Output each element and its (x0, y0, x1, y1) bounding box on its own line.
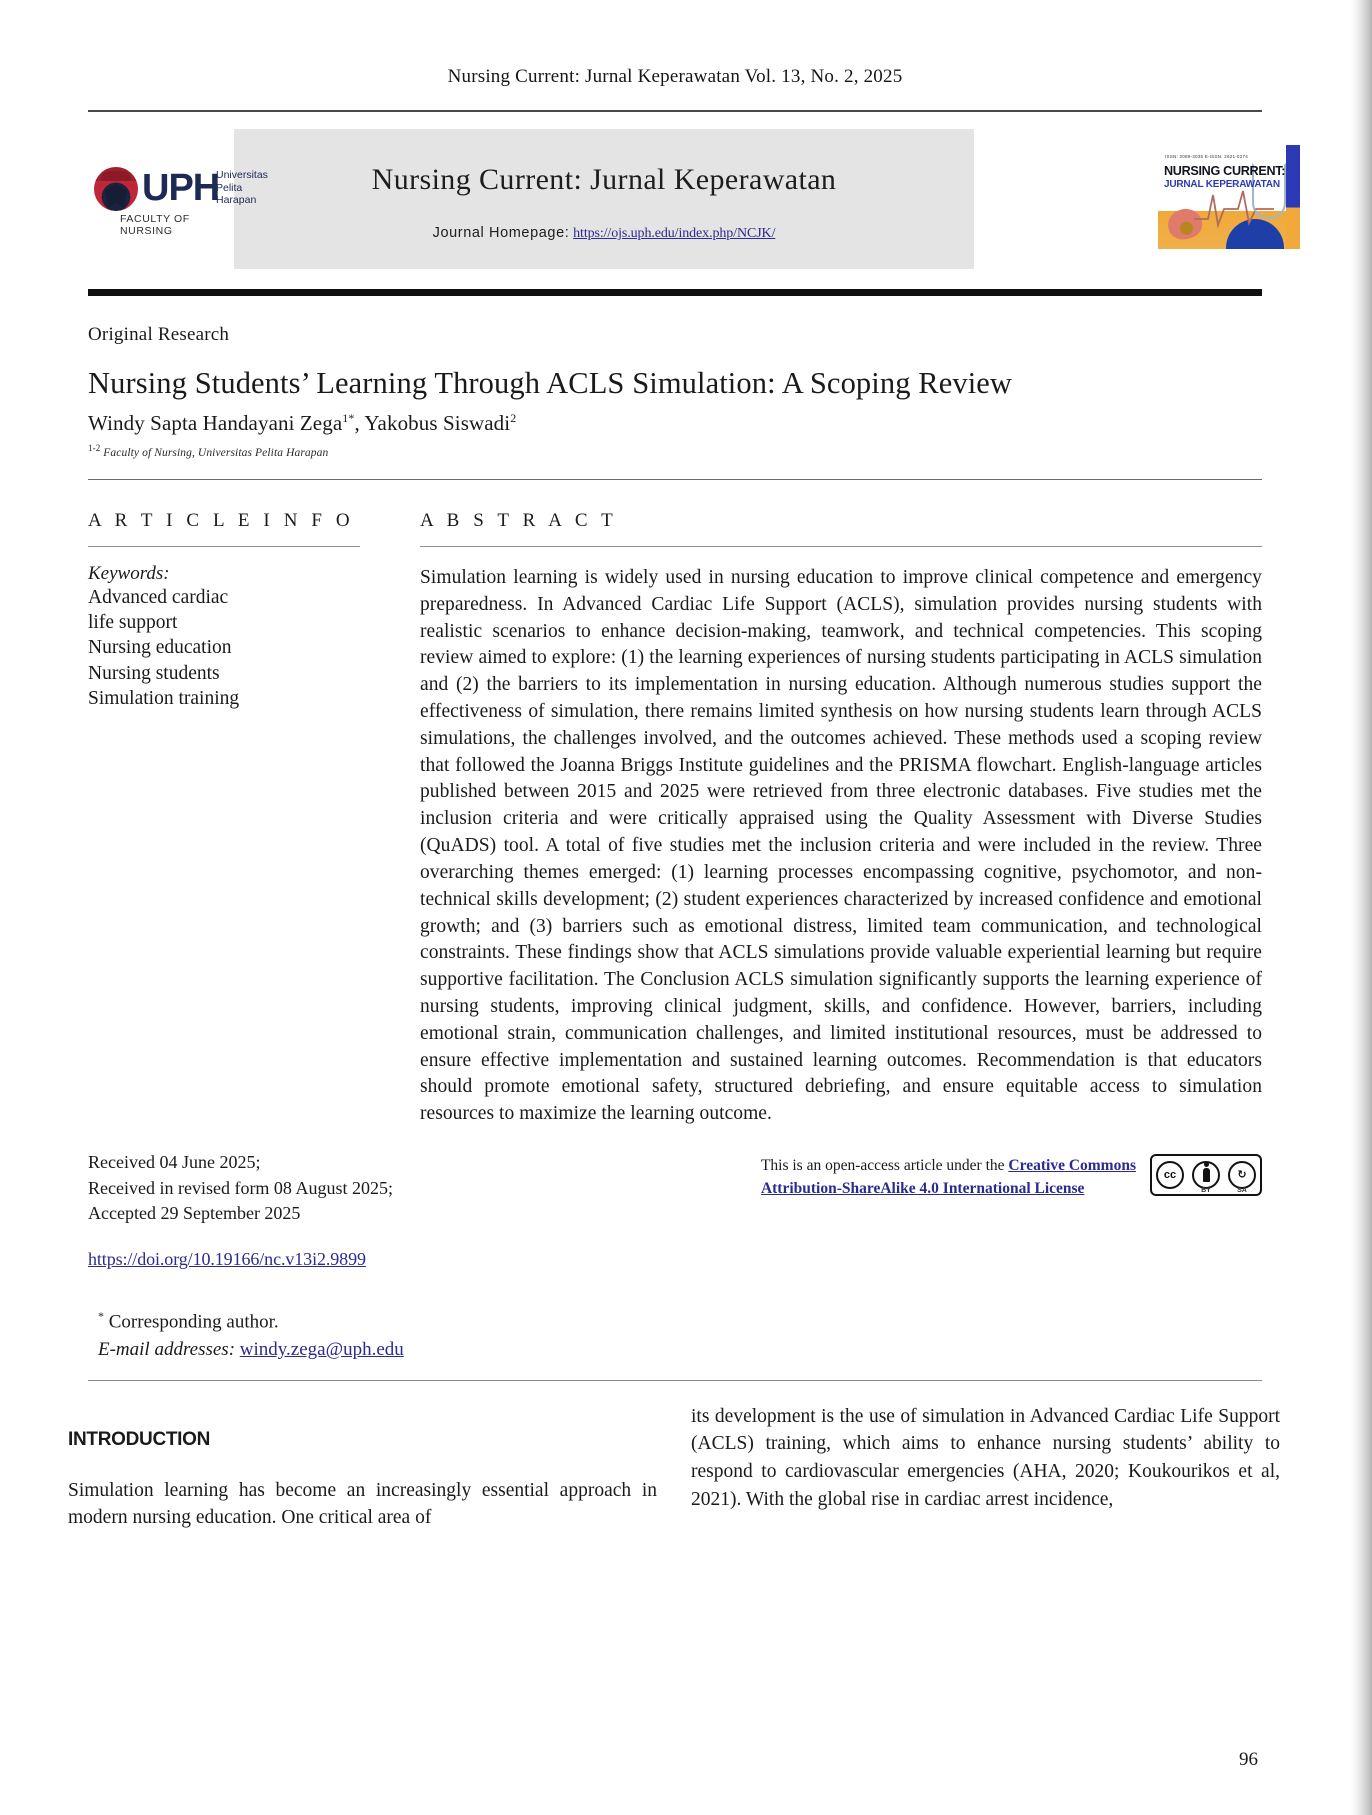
license-block (588, 1150, 1262, 1272)
corresponding-author-line (98, 1308, 1262, 1336)
date-revised: Received in revised form 08 August 2025; (88, 1177, 393, 1198)
journal-title: Nursing Current: Jurnal Keperawatan (371, 163, 837, 196)
abstract-text: Simulation learning is widely used in nursing education to improve clinical competence and emergency preparedness. In Advanced Cardiac Life Support (ACLS), simulation provides nursing students with realistic scenarios to enhance decision-making, teamwork, and technical competencies. This scoping review aimed to explore: (1) the learning experiences of nursing students participating in ACLS simulation and (2) the barriers to its implementation in nursing education. Although numerous studies support the effectiveness of simulation, there remains limited synthesis on how nursing students learn through ACLS simulations, the challenges involved, and the outcomes achieved. These methods used a scoping review that followed the Joanna Briggs Institute guidelines and the PRISMA flowchart. English-language articles published between 2015 and 2025 were retrieved from three electronic databases. Five studies met the inclusion criteria and were critically appraised using the Quality Assessment with Diverse Studies (QuADS) tool. A total of five studies met the inclusion criteria and were included in the review. Three overarching themes emerged: (1) learning processes encompassing cognitive, psychomotor, and non-technical skills development; (2) student experiences characterized by increased confidence and emotional growth; and (3) barriers such as emotional distress, limited team communication, and technological constraints. These findings show that ACLS simulations provide valuable experiential learning but require supportive facilitation. The Conclusion ACLS simulation significantly supports the learning experience of nursing students, improving clinical judgment, skills, and confidence. However, barriers, including emotional strain, communication challenges, and limited institutional resources, must be addressed to ensure effective implementation and sustained learning outcomes. Recommendation is that educators should promote emotional safety, structured debriefing, and ensure equitable access to simulation resources to maximize the learning outcome. (420, 566, 1262, 1125)
author-2-marker: 2 (510, 411, 517, 426)
header-divider (88, 110, 1262, 112)
person-icon (1192, 1161, 1220, 1189)
info-abstract-section (88, 510, 1262, 1128)
uph-sub-line-2: Pelita (216, 181, 243, 194)
list-item: life support (88, 612, 178, 634)
corresponding-label: Corresponding author. (104, 1311, 279, 1333)
article-info-heading: A R T I C L E I N F O (88, 509, 355, 531)
list-item: Simulation training (88, 687, 240, 709)
email-label: E-mail addresses: (98, 1339, 236, 1361)
affiliation-marker: 1-2 (88, 443, 101, 454)
cover-right-strip (1286, 145, 1300, 249)
body-two-columns (68, 1403, 1280, 1532)
abstract-column (420, 510, 1262, 1128)
introduction-paragraph-left: Simulation learning has become an increasingly essential approach in modern nursing education. One critical area of (68, 1479, 657, 1529)
license-prefix: This is an open-access article under the (760, 1157, 1009, 1175)
masthead-bottom-rule (88, 289, 1262, 296)
date-accepted: Accepted 29 September 2025 (88, 1203, 301, 1224)
author-1-name: Windy Sapta Handayani Zega (88, 411, 343, 436)
keywords-label: Keywords: (88, 562, 170, 584)
author-1-marker: 1* (342, 411, 355, 426)
uph-sub-line-1: Universitas (216, 169, 268, 181)
corresponding-marker: * (98, 1309, 104, 1324)
body-left-column (68, 1403, 657, 1532)
uph-wordmark: UPH (142, 167, 220, 209)
masthead-band (234, 129, 974, 269)
share-alike-icon: ↻ (1228, 1161, 1256, 1189)
cc-sa-cell (1224, 1156, 1260, 1194)
article-info-rule (88, 546, 360, 547)
cover-issn: ISSN: 2089-3035 E-ISSN: 2621-0274 (1165, 154, 1248, 159)
email-link[interactable]: windy.zega@uph.edu (239, 1339, 404, 1361)
introduction-paragraph-right: its development is the use of simulation in Advanced Cardiac Life Support (ACLS) training, which aims to enhance nursing students’ ability to respond to cardiovascular emergencies (AHA, 2020; Koukourikos et al, 2021). With the global rise in cardiac arrest incidence, (691, 1405, 1280, 1510)
publication-dates (88, 1150, 558, 1272)
list-item: Nursing students (88, 662, 220, 684)
body-right-column (691, 1403, 1280, 1532)
license-link-line2[interactable]: Attribution-ShareAlike 4.0 International License (760, 1180, 1085, 1198)
author-affiliation (88, 443, 1262, 459)
doi-link[interactable]: https://doi.org/10.19166/nc.v13i2.9899 (88, 1248, 366, 1269)
cc-sa-label: SA (1237, 1187, 1247, 1195)
corresponding-author-block (98, 1308, 1262, 1363)
title-block (88, 324, 1262, 459)
cover-subtitle: JURNAL KEPERAWATAN (1164, 179, 1280, 190)
author-list (88, 411, 1262, 436)
journal-masthead (88, 129, 1286, 279)
journal-cover-thumbnail (1158, 145, 1300, 249)
journal-homepage-line (234, 225, 974, 242)
page-title: Nursing Students’ Learning Through ACLS Simulation: A Scoping Review (88, 366, 1013, 400)
article-info-column (88, 510, 388, 1128)
author-separator: , Yakobus Siswadi (354, 411, 511, 436)
scan-edge-shadow (1350, 0, 1372, 1815)
cover-title: NURSING CURRENT: (1164, 164, 1286, 178)
uph-crest-icon (94, 167, 138, 211)
footer-divider (88, 1380, 1262, 1381)
abstract-heading: A B S T R A C T (420, 509, 618, 531)
journal-homepage-label: Journal Homepage: (432, 225, 570, 241)
list-item: Advanced cardiac (88, 586, 229, 608)
cc-by-cell (1188, 1156, 1224, 1194)
cc-icon: cc (1156, 1161, 1184, 1189)
journal-homepage-link[interactable]: https://ojs.uph.edu/index.php/NCJK/ (573, 226, 776, 241)
uph-logo (94, 167, 268, 237)
dates-license-row (88, 1150, 1262, 1272)
uph-sub-line-3: Harapan (216, 194, 257, 206)
title-block-divider (88, 479, 1262, 480)
cc-by-label: BY (1201, 1187, 1211, 1195)
cc-logo-cell (1152, 1156, 1188, 1194)
running-head: Nursing Current: Jurnal Keperawatan Vol. 13, No. 2, 2025 (447, 66, 903, 87)
license-link-line1[interactable]: Creative Commons (1008, 1157, 1136, 1175)
article-type: Original Research (88, 324, 230, 345)
email-line (98, 1336, 1262, 1364)
list-item: Nursing education (88, 637, 232, 659)
uph-faculty-label: FACULTY OF NURSING (120, 213, 190, 237)
keywords-list (88, 586, 388, 711)
abstract-rule (420, 546, 1262, 547)
introduction-heading: INTRODUCTION (68, 1428, 211, 1450)
affiliation-text: Faculty of Nursing, Universitas Pelita Harapan (103, 446, 329, 459)
date-received: Received 04 June 2025; (88, 1152, 261, 1173)
license-statement (761, 1154, 1136, 1201)
page-number: 96 (1239, 1749, 1258, 1770)
creative-commons-badge-icon (1150, 1154, 1262, 1196)
